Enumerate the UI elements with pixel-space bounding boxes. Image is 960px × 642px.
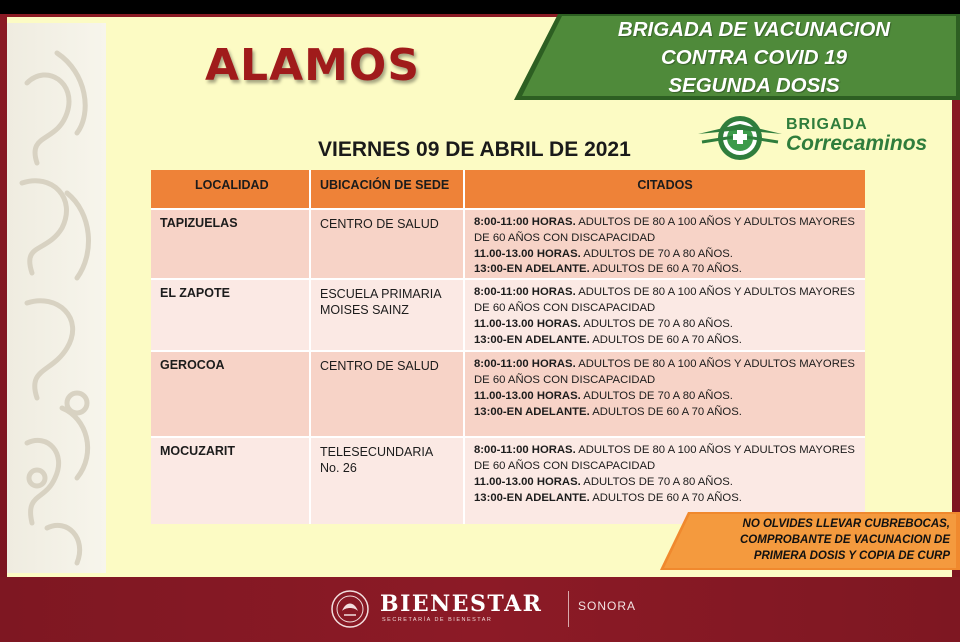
header-ubicacion: UBICACIÓN DE SEDE — [311, 170, 465, 208]
cell-sede: ESCUELA PRIMARIA MOISES SAINZ — [311, 278, 465, 350]
event-date: VIERNES 09 DE ABRIL DE 2021 — [318, 138, 631, 161]
brigada-correcaminos-logo — [694, 110, 929, 166]
cell-localidad: TAPIZUELAS — [151, 208, 311, 278]
table-row — [151, 208, 865, 278]
header-citados: CITADOS — [465, 170, 865, 208]
banner-line-1: BRIGADA DE VACUNACION — [617, 18, 891, 41]
cell-localidad: GEROCOA — [151, 350, 311, 436]
table-header-row — [151, 170, 865, 208]
cell-localidad: MOCUZARIT — [151, 436, 311, 524]
header-localidad: LOCALIDAD — [151, 170, 311, 208]
footer-divider — [568, 591, 569, 627]
cell-citados: 8:00-11:00 HORAS. ADULTOS DE 80 A 100 AÑOS Y ADULTOS MAYORES DE 60 AÑOS CON DISCAPACIDAD 11.00-13.00 HORAS. ADULTOS DE 70 A 80 AÑOS. 13:00-EN ADELANTE. ADULTOS DE 60 A 70 AÑOS. — [465, 350, 865, 436]
cell-citados: 8:00-11:00 HORAS. ADULTOS DE 80 A 100 AÑOS Y ADULTOS MAYORES DE 60 AÑOS CON DISCAPACIDAD 11.00-13.00 HORAS. ADULTOS DE 70 A 80 AÑOS. 13:00-EN ADELANTE. ADULTOS DE 60 A 70 AÑOS. — [465, 278, 865, 350]
banner-text — [554, 16, 954, 100]
campaign-banner — [514, 14, 960, 102]
reminder-text: NO OLVIDES LLEVAR CUBREBOCAS, COMPROBANTE DE VACUNACION DE PRIMERA DOSIS Y COPIA DE CURP — [740, 518, 950, 562]
page-title: ALAMOS — [205, 40, 421, 91]
banner-line-2: CONTRA COVID 19 — [660, 46, 848, 69]
banner-line-3: SEGUNDA DOSIS — [668, 74, 840, 97]
table-row — [151, 278, 865, 350]
bienestar-logo — [328, 589, 637, 629]
logo-word-correcaminos: Correcaminos — [786, 132, 928, 155]
cell-citados: 8:00-11:00 HORAS. ADULTOS DE 80 A 100 AÑOS Y ADULTOS MAYORES DE 60 AÑOS CON DISCAPACIDAD 11.00-13.00 HORAS. ADULTOS DE 70 A 80 AÑOS. 13:00-EN ADELANTE. ADULTOS DE 60 A 70 AÑOS. — [465, 436, 865, 524]
table-row — [151, 436, 865, 524]
footer-brand: BIENESTAR — [380, 591, 543, 617]
cell-citados: 8:00-11:00 HORAS. ADULTOS DE 80 A 100 AÑOS Y ADULTOS MAYORES DE 60 AÑOS CON DISCAPACIDAD 11.00-13.00 HORAS. ADULTOS DE 70 A 80 AÑOS. 13:00-EN ADELANTE. ADULTOS DE 60 A 70 AÑOS. — [465, 208, 865, 278]
footer-subtitle: SECRETARÍA DE BIENESTAR — [382, 617, 493, 623]
cell-sede: CENTRO DE SALUD — [311, 350, 465, 436]
cell-sede: CENTRO DE SALUD — [311, 208, 465, 278]
decorative-eagle-ornament — [7, 23, 106, 573]
table-row — [151, 350, 865, 436]
footer-state: SONORA — [578, 599, 637, 613]
schedule-table — [151, 170, 865, 524]
reminder-banner — [660, 512, 960, 572]
cell-sede: TELESECUNDARIA No. 26 — [311, 436, 465, 524]
logo-word-brigada: BRIGADA — [786, 116, 868, 133]
cell-localidad: EL ZAPOTE — [151, 278, 311, 350]
